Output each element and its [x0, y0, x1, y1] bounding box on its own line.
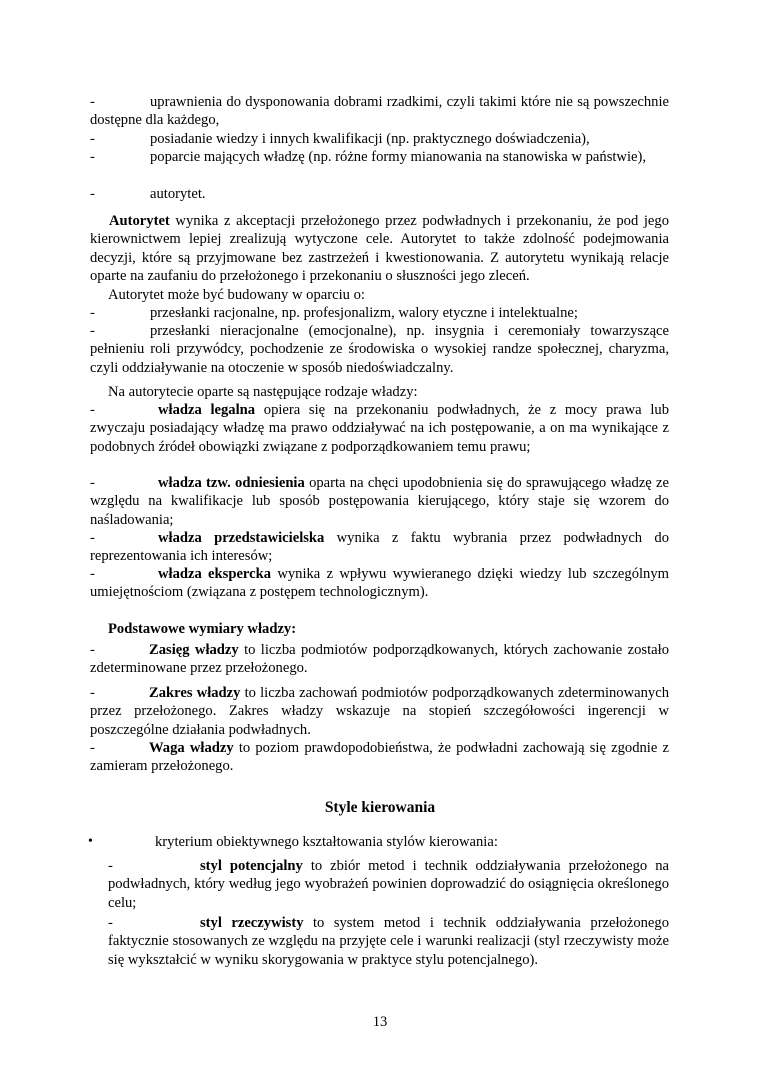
- list-item-term: Zasięg władzy: [149, 642, 239, 658]
- list-item-term: Zakres władzy: [149, 685, 241, 701]
- types-intro: Na autorytecie oparte są następujące rodzaje władzy:: [108, 384, 418, 400]
- list-item-text: przesłanki racjonalne, np. profesjonalizm, walory etyczne i intelektualne;: [150, 305, 578, 321]
- dash-marker: -: [90, 530, 95, 546]
- dash-marker: -: [90, 131, 95, 147]
- list-item: [90, 401, 669, 456]
- list-item-text: to zbiór metod i technik oddziaływania przełożonego na podwładnych, który według jego wyobrażeń powinien doprowadzić do osiągnięcia określonego celu;: [108, 858, 669, 911]
- authority-term: Autorytet: [109, 213, 170, 229]
- list-item: [90, 684, 669, 739]
- list-item-term: władza ekspercka: [158, 566, 272, 582]
- dash-marker: -: [90, 740, 95, 756]
- list-item-text: posiadanie wiedzy i innych kwalifikacji (np. praktycznego doświadczenia),: [150, 131, 590, 147]
- list-item-term: władza tzw. odniesienia: [158, 475, 305, 491]
- list-item-text: wynika z wpływu wywieranego dzięki wiedzy lub szczególnym umiejętnościom (związana z postępem technologicznym).: [90, 566, 669, 601]
- list-item: [90, 130, 669, 148]
- list-item: [90, 322, 669, 377]
- list-item: [90, 185, 669, 203]
- list-item-term: władza przedstawicielska: [158, 530, 325, 546]
- dash-marker: -: [108, 858, 113, 874]
- dash-marker: -: [90, 323, 95, 339]
- dash-marker: -: [90, 94, 95, 110]
- list-item-text: autorytet.: [150, 186, 206, 202]
- authority-paragraph: Autorytet wynika z akceptacji przełożonego przez podwładnych i przekonaniu, że pod jego kierownictwem lepiej zrealizują wytyczone cele. Autorytet to także zdolność podejmowania decyzji, które są przyjmowane bez zastrzeżeń i kwestionowania. Z autorytetu wynikają relacje oparte na zaufaniu do przełożonego i przekonaniu o słuszności jego zleceń.: [90, 213, 669, 285]
- section-heading: Style kierowania: [324, 799, 436, 816]
- dimensions-title: Podstawowe wymiary władzy:: [108, 621, 297, 637]
- list-item-text: poparcie mających władzę (np. różne formy mianowania na stanowiska w państwie),: [150, 149, 647, 165]
- list-item: [90, 739, 669, 776]
- list-item-text: to poziom prawdopodobieństwa, że podwładni zachowają się zgodnie z zamieram przełożonego.: [90, 740, 670, 775]
- bullet-marker: •: [88, 834, 93, 849]
- list-item-term: styl rzeczywisty: [200, 915, 304, 931]
- dash-marker: -: [90, 149, 95, 165]
- dash-marker: -: [90, 642, 95, 658]
- list-item: [108, 914, 669, 969]
- list-item: [90, 474, 669, 529]
- list-item-text: wynika z faktu wybrania przez podwładnych do reprezentowania ich interesów;: [90, 530, 669, 565]
- dash-marker: -: [90, 402, 95, 418]
- list-item: [90, 148, 669, 166]
- list-item: [90, 641, 669, 678]
- dash-marker: -: [90, 685, 95, 701]
- list-item-text: przesłanki nieracjonalne (emocjonalne), np. insygnia i ceremoniały towarzyszące pełnieniu roli przywódcy, pochodzenie ze środowiska o wysokiej randze społecznej, charyzma, czyli oddziaływanie na otoczenie w sposób niedoświadczalny.: [90, 323, 669, 376]
- list-item-term: władza legalna: [158, 402, 256, 418]
- list-item: [90, 529, 669, 566]
- criterion-text: kryterium obiektywnego kształtowania stylów kierowania:: [155, 834, 498, 850]
- list-item-text: opiera się na przekonaniu podwładnych, że z mocy prawa lub zwyczaju posiadający władzę ma prawo oddziaływać na ich postępowanie, a on ma wynikające z podobnych źródeł obowiązki związane z podporządkowaniem temu prawu;: [90, 402, 669, 455]
- basis-intro: Autorytet może być budowany w oparciu o:: [108, 287, 365, 303]
- list-item-text: oparta na chęci upodobnienia się do sprawującego władzę ze względu na kwalifikacje lub sposób postępowania kierującego, który staje się wzorem do naśladowania;: [90, 475, 670, 528]
- page-number: 13: [372, 1014, 388, 1030]
- dash-marker: -: [90, 186, 95, 202]
- list-item-text: to liczba podmiotów podporządkowanych, których zachowanie zostało zdeterminowane przez przełożonego.: [90, 642, 669, 677]
- dash-marker: -: [90, 566, 95, 582]
- list-item-term: Waga władzy: [149, 740, 234, 756]
- list-item: [90, 565, 669, 602]
- list-item: [90, 93, 669, 130]
- dash-marker: -: [108, 915, 113, 931]
- dash-marker: -: [90, 305, 95, 321]
- list-item-term: styl potencjalny: [200, 858, 303, 874]
- list-item: [90, 304, 669, 322]
- dash-marker: -: [90, 475, 95, 491]
- list-item-text: to system metod i technik oddziaływania przełożonego faktycznie stosowanych ze względu na przyjęte cele i warunki realizacji (styl rzeczywisty może się wykształcić w wyniku skorygowania w praktyce stylu potencjalnego).: [108, 915, 669, 968]
- list-item: [108, 857, 669, 912]
- list-item-text: uprawnienia do dysponowania dobrami rzadkimi, czyli takimi które nie są powszechnie dostępne dla każdego,: [90, 94, 669, 129]
- list-item-text: to liczba zachowań podmiotów podporządkowanych zdeterminowanych przez przełożonego. Zakres władzy wskazuje na stopień szczegółowości ingerencji w poszczególne działania podwładnych.: [90, 685, 669, 738]
